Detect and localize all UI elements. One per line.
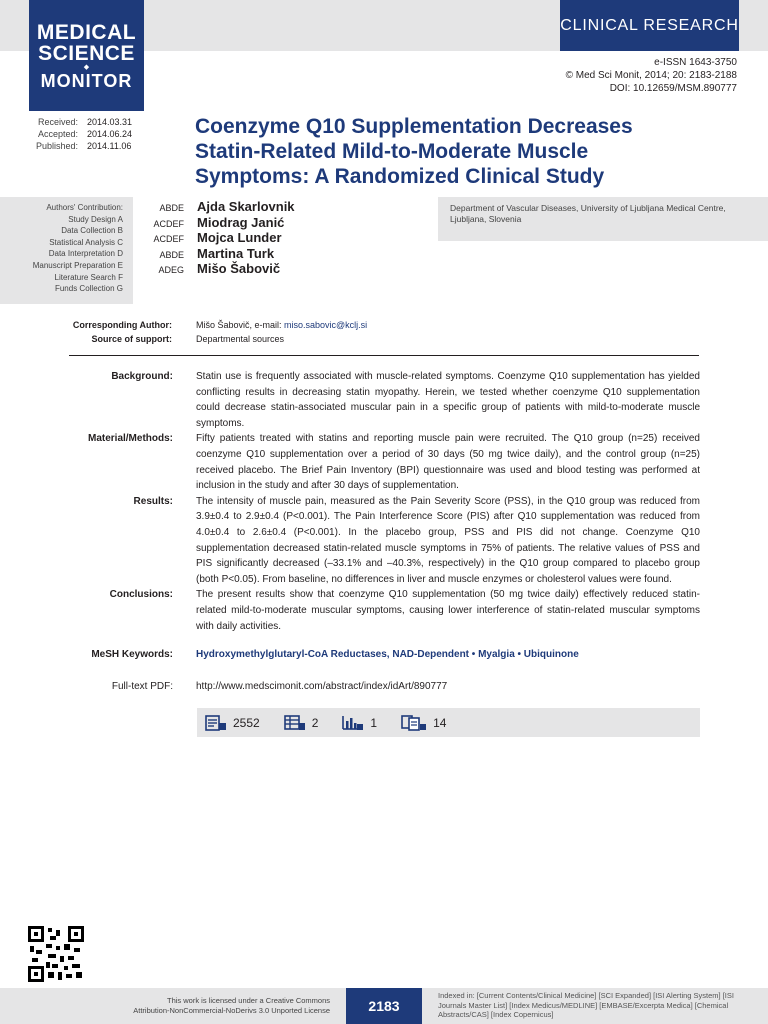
author-name: Mojca Lunder — [197, 230, 282, 246]
divider — [69, 355, 699, 356]
accepted-label: Accepted: — [37, 129, 78, 139]
abstract-results — [50, 494, 700, 588]
stat-value: 1 — [370, 715, 378, 730]
contribution-heading: Authors' Contribution: — [46, 203, 123, 212]
citation: © Med Sci Monit, 2014; 20: 2183-2188 — [565, 70, 737, 81]
section-label: Results: — [133, 495, 173, 507]
abstract-conclusions — [50, 587, 700, 634]
stat-value: 14 — [433, 715, 447, 730]
contribution-item: Data Collection B — [61, 226, 123, 236]
author-row — [140, 199, 295, 215]
section-label: Conclusions: — [109, 589, 173, 601]
author-codes: ACDEF — [153, 218, 184, 229]
support-label: Source of support: — [91, 334, 172, 344]
logo-line2: SCIENCE — [38, 42, 135, 65]
license-notice[interactable]: This work is licensed under a Creative Commons Attribution-NonCommercial-NoDerivs 3.0 Unported License — [133, 996, 330, 1015]
author-codes: ABDE — [159, 203, 184, 213]
article-title — [195, 114, 715, 189]
logo-line1: MEDICAL — [36, 21, 137, 44]
section-label: Material/Methods: — [87, 433, 173, 445]
fulltext-pdf — [50, 681, 447, 692]
abstract-background — [50, 369, 700, 431]
article-stats — [197, 708, 700, 737]
section-label: CLINICAL RESEARCH — [560, 0, 739, 51]
table-count-icon — [284, 715, 306, 731]
section-text: The intensity of muscle pain, measured as the Pain Severity Score (PSS), in the Q10 group was reduced from 3.9±0.4 to 2.9±0.4 (P<0.001). The Pain Interference Score (PIS) after Q10 supplementation was reduced from 4.0±0.4 to 2.6±0.4 (P<0.001). In the placebo group, PSS and PIS did not change. Coenzyme Q10 supplementation decreased statin-related muscle symptoms in 75% of patients. The relative values of PSS and PIS significantly decreased (–33.1% and –40.3%, respectively) in the Q10 group compared to placebo group (both P<0.05). From baseline, no differences in liver and muscle enzymes or cholesterol values were found. — [196, 495, 700, 585]
author-name: Mišo Šabovič — [197, 261, 281, 277]
received-label: Received: — [37, 117, 78, 127]
author-row — [140, 246, 295, 262]
figure-count-icon — [342, 715, 364, 731]
author-codes: ACDEF — [153, 234, 184, 245]
logo-diamond-icon: ◆ — [83, 64, 90, 71]
published-date: 2014.11.06 — [87, 141, 132, 151]
author-list — [140, 199, 295, 277]
keywords-label: MeSH Keywords: — [91, 649, 173, 660]
stat-value: 2552 — [233, 715, 260, 730]
doi[interactable]: DOI: 10.12659/MSM.890777 — [609, 83, 737, 94]
author-name: Ajda Skarlovnik — [197, 199, 295, 214]
eissn: e-ISSN 1643-3750 — [654, 57, 737, 68]
abstract-methods — [50, 431, 700, 493]
author-name: Miodrag Janić — [197, 214, 285, 230]
support-value: Departmental sources — [196, 334, 285, 344]
contribution-item: Manuscript Preparation E — [32, 260, 123, 270]
stat-words — [205, 715, 260, 731]
title-line: Statin-Related Mild-to-Moderate Muscle — [195, 140, 589, 163]
publication-info — [566, 56, 737, 95]
corresponding-label: Corresponding Author: — [72, 320, 172, 330]
corresponding-email-link[interactable]: miso.sabovic@kclj.si — [284, 320, 368, 330]
author-row — [140, 215, 295, 231]
fulltext-link[interactable]: http://www.medscimonit.com/abstract/index/idArt/890777 — [196, 681, 448, 692]
indexing-list: Indexed in: [Current Contents/Clinical Medicine] [SCI Expanded] [ISI Alerting System] [ISI Journals Master List] [Index Medicus/MEDLINE] [EMBASE/Excerpta Medica] [Chemical Abstracts/CAS] [Index Copernicus] — [438, 991, 734, 1019]
stat-references — [401, 715, 446, 731]
section-label: Background: — [111, 371, 173, 382]
stat-value: 2 — [311, 715, 319, 730]
title-line: Coenzyme Q10 Supplementation Decreases — [195, 115, 633, 138]
stat-tables — [284, 715, 319, 731]
word-count-icon — [205, 715, 227, 731]
corresponding-name: Mišo Šabovič, e-mail: — [196, 320, 285, 330]
journal-logo[interactable] — [29, 0, 144, 111]
page-number: 2183 — [346, 988, 422, 1024]
corresponding-value — [196, 318, 367, 332]
correspondence-info — [60, 318, 367, 346]
section-text: Statin use is frequently associated with muscle-related symptoms. Coenzyme Q10 supplementation has yielded conflicting results in decreasing statin myopathy. Herein, we tested whether coenzyme Q10 supplementation could decrease statin-associated muscular pain in a specific group of patients with mild-to-moderate muscle symptoms. — [196, 371, 700, 429]
author-row — [140, 261, 295, 277]
contribution-item: Data Interpretation D — [48, 249, 123, 259]
accepted-date: 2014.06.24 — [87, 129, 133, 139]
published-label: Published: — [35, 141, 78, 151]
keywords-text[interactable]: Hydroxymethylglutaryl-CoA Reductases, NAD-Dependent • Myalgia • Ubiquinone — [196, 649, 579, 660]
contribution-item: Funds Collection G — [54, 284, 123, 294]
article-dates — [32, 116, 132, 152]
affiliation: Department of Vascular Diseases, University of Ljubljana Medical Centre, Ljubljana, Slovenia — [450, 203, 726, 224]
author-codes: ADEG — [158, 265, 184, 276]
logo-line3: MONITOR — [40, 71, 133, 91]
contribution-item: Statistical Analysis C — [49, 237, 123, 247]
reference-count-icon — [401, 715, 427, 731]
contribution-key — [0, 202, 123, 295]
stat-figures — [342, 715, 377, 731]
section-text: The present results show that coenzyme Q10 supplementation (50 mg twice daily) effectively reduced statin-related mild-to-moderate muscular symptoms, causing lower interference of statin-related muscular symptoms with daily activities. — [196, 589, 700, 632]
fulltext-label: Full-text PDF: — [111, 681, 173, 692]
qr-code-icon — [28, 926, 84, 982]
abstract — [50, 369, 700, 634]
contribution-item: Study Design A — [68, 214, 123, 224]
received-date: 2014.03.31 — [87, 117, 133, 127]
contribution-item: Literature Search F — [54, 272, 123, 282]
mesh-keywords — [50, 649, 579, 660]
author-name: Martina Turk — [197, 245, 275, 261]
section-text: Fifty patients treated with statins and reporting muscle pain were recruited. The Q10 group (n=25) received coenzyme Q10 supplementation over a period of 30 days (50 mg twice daily), and the control group (n=25) received placebo. The Brief Pain Inventory (BPI) questionnaire was used and blood testing was performed at inclusion in the study and after 30 days of supplementation. — [196, 433, 700, 492]
author-row — [140, 230, 295, 246]
author-codes: ABDE — [159, 249, 184, 260]
title-line: Symptoms: A Randomized Clinical Study — [195, 165, 605, 188]
